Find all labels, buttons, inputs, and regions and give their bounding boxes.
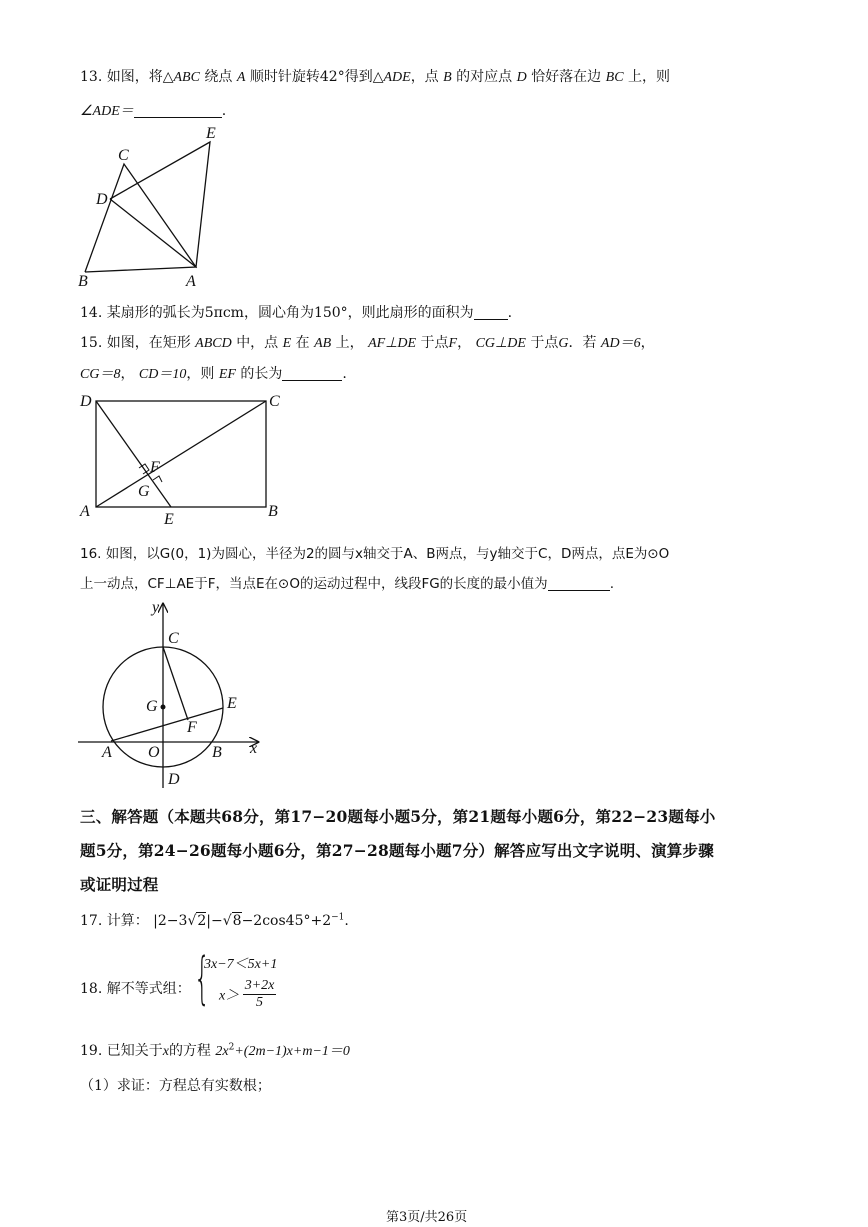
q15-cond-2: CG⊥DE <box>475 336 526 351</box>
q19-part-1: （1）求证：方程总有实数根； <box>80 1078 271 1094</box>
q15-text: ，则 <box>186 366 215 382</box>
fraction <box>243 978 277 1011</box>
q18-brace: { <box>194 946 211 1011</box>
q15-ef: EF <box>218 367 236 382</box>
q17-label: 计算： <box>106 913 149 929</box>
label-y: y <box>152 599 160 616</box>
label-a: A <box>80 503 90 520</box>
q15-point-g: G <box>558 336 569 351</box>
q13-text: ，点 <box>410 69 439 85</box>
label-c: C <box>118 147 129 164</box>
q19-number: 19. <box>80 1043 103 1059</box>
answer-blank[interactable] <box>282 366 342 381</box>
q13-text: 绕点 <box>204 69 233 85</box>
q15-text: ．若 <box>568 335 597 351</box>
q13-bc: BC <box>605 70 624 85</box>
q13-text: 上，则 <box>627 69 670 85</box>
q19-text: 已知关于 <box>106 1043 163 1059</box>
q15-text: 的长为 <box>240 366 283 382</box>
label-g: G <box>146 698 158 715</box>
label-b: B <box>268 503 278 520</box>
answer-blank[interactable] <box>548 576 610 591</box>
segment-de <box>96 401 171 507</box>
q17-radicand: 8 <box>232 913 242 929</box>
q17-expr: |− <box>206 913 223 929</box>
q15-text: 如图，在矩形 <box>106 335 191 351</box>
q16-line1 <box>80 542 669 562</box>
label-f: F <box>187 719 197 736</box>
q19-exponent: 2 <box>228 1042 235 1053</box>
q16-line2 <box>80 572 614 592</box>
q14-line <box>80 302 512 322</box>
q16-number: 16. <box>80 546 102 562</box>
q17-expr: −2cos45°+2 <box>241 913 332 929</box>
section-3-heading <box>80 805 715 895</box>
q15-text: 于点 <box>420 335 449 351</box>
q18-ineq-2-left: x＞ <box>219 988 240 1004</box>
q15-text: 在 <box>295 335 310 351</box>
q15-text: 上， <box>335 335 364 351</box>
q15-end: . <box>342 366 347 382</box>
label-o: O <box>148 744 160 761</box>
q13-ade: ADE <box>383 70 411 85</box>
label-d: D <box>168 771 180 788</box>
q13-point-a: A <box>236 70 246 85</box>
q15-abcd: ABCD <box>195 336 232 351</box>
label-g: G <box>138 483 150 500</box>
q15-cond-1: AF⊥DE <box>368 336 417 351</box>
q17-line: 17. 计算： $|2-3√2|-√8-2\cos 45^\circ+2^{-1}$. <box>80 912 349 929</box>
segment-ac <box>96 401 266 507</box>
label-b: B <box>78 273 88 290</box>
point-g <box>161 705 166 710</box>
q16-text: 如图，以G(0，1)为圆心，半径为2的圆与x轴交于A、B两点，与y轴交于C，D两点，点E为⊙O <box>105 546 670 562</box>
label-f: F <box>150 459 160 476</box>
q19-x: x <box>162 1044 169 1059</box>
q19-line <box>80 1040 350 1060</box>
label-d: D <box>80 393 92 410</box>
q14-end: . <box>507 305 513 321</box>
label-e: E <box>227 695 237 712</box>
label-a: A <box>186 273 196 290</box>
q15-text: 中，点 <box>236 335 279 351</box>
q15-cg: CG＝8 <box>80 367 121 382</box>
label-d: D <box>96 191 108 208</box>
q13-text: 顺时针旋转42°得到△ <box>249 69 384 85</box>
label-x: x <box>250 740 258 757</box>
q13-abc: ABC <box>173 70 200 85</box>
answer-blank[interactable] <box>134 103 222 118</box>
q15-cond-3: AD＝6 <box>600 336 641 351</box>
q18-number: 18. <box>80 981 103 997</box>
q13-point-d: D <box>516 70 527 85</box>
answer-blank[interactable] <box>474 305 508 320</box>
section-3-line: 或证明过程 <box>80 875 159 894</box>
label-b: B <box>212 744 222 761</box>
q13-text: 恰好落在边 <box>531 69 602 85</box>
q15-point-f: F <box>448 336 458 351</box>
fraction-numerator: 3+2x <box>244 978 275 993</box>
q19-eq: +(2m−1)x+m−1＝0 <box>234 1044 350 1059</box>
section-3-line: 三、解答题（本题共68分，第17−20题每小题5分，第21题每小题6分，第22−23题每小 <box>80 807 716 826</box>
q15-number: 15. <box>80 335 103 351</box>
q16-end: . <box>609 576 614 592</box>
q13-figure <box>70 122 230 292</box>
q13-line1 <box>80 66 670 86</box>
q15-ab: AB <box>314 336 332 351</box>
right-angle-mark-g <box>153 476 162 482</box>
q19-eq: 2x <box>215 1044 229 1059</box>
q13-ask: ∠ADE＝ <box>80 104 134 119</box>
label-c: C <box>269 393 280 410</box>
q17-exponent: −1 <box>331 912 345 923</box>
q15-cd: CD＝10 <box>138 367 187 382</box>
q15-line2: CG＝8， CD＝10，则 EF 的长为 . <box>80 366 347 382</box>
label-a: A <box>102 744 112 761</box>
section-3-line: 题5分，第24−26题每小题6分，第27−28题每小题7分）解答应写出文字说明、演算步骤 <box>80 841 714 860</box>
q17-radicand: 2 <box>197 913 207 929</box>
q13-line2 <box>80 100 226 120</box>
q14-number: 14. <box>80 305 103 321</box>
segment-ae <box>111 708 223 741</box>
page-number: 第3页/共26页 <box>386 1210 468 1225</box>
segment-cf <box>163 647 188 720</box>
triangle-abc <box>85 164 196 272</box>
label-e: E <box>206 125 216 142</box>
label-c: C <box>168 630 179 647</box>
label-e: E <box>164 511 174 528</box>
q18-ineq-2 <box>219 978 276 1011</box>
q13-number: 13. <box>80 69 103 85</box>
q19-text: 的方程 <box>168 1043 211 1059</box>
q17-end: . <box>344 913 349 929</box>
q13-end: . <box>221 103 227 119</box>
q18-label: 解不等式组： <box>106 981 191 997</box>
q15-point-e: E <box>282 336 292 351</box>
q18-label-line <box>80 978 191 998</box>
q17-number: 17. <box>80 913 103 929</box>
q14-text: 某扇形的弧长为5πcm，圆心角为150°，则此扇形的面积为 <box>106 305 474 321</box>
fraction-denominator: 5 <box>256 995 264 1010</box>
q17-expr: |2−3 <box>153 913 188 929</box>
q16-text: 上一动点，CF⊥AE于F，当点E在⊙O的运动过程中，线段FG的长度的最小值为 <box>80 576 548 592</box>
q15-figure <box>74 388 294 530</box>
q18-ineq-1: 3x−7＜5x+1 <box>204 957 278 972</box>
q16-figure <box>74 598 274 798</box>
q15-line1: 15. 如图，在矩形 ABCD 中，点 E 在 AB 上， AF⊥DE 于点F， CG⊥DE 于点G．若 AD＝6， <box>80 335 655 351</box>
q13-text: 的对应点 <box>456 69 513 85</box>
q15-text: 于点 <box>530 335 559 351</box>
q13-text: 如图，将△ <box>106 69 174 85</box>
q13-point-b: B <box>443 70 452 85</box>
